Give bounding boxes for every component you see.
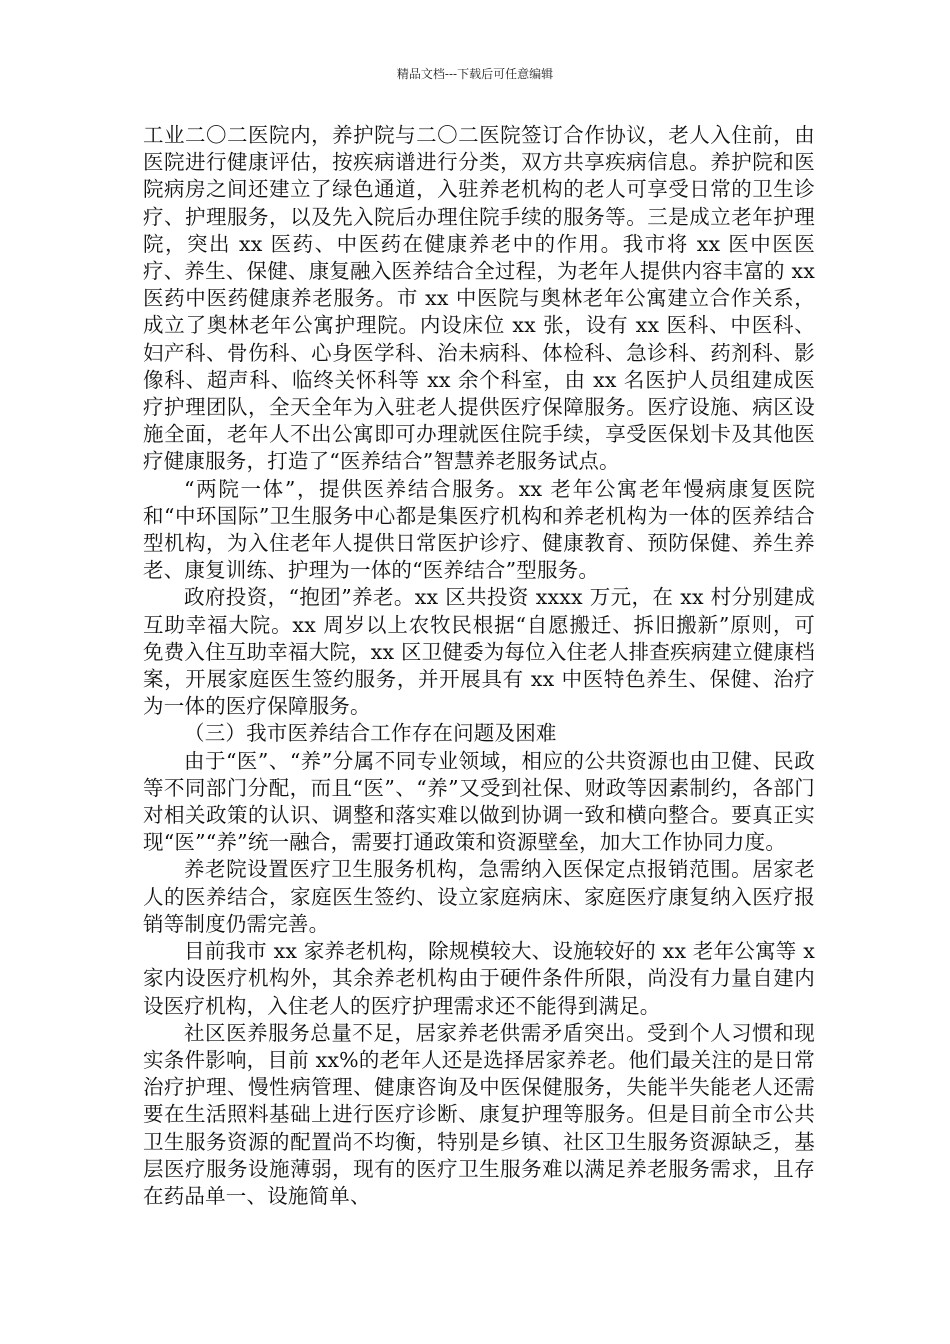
paragraph-5: 由于“医”、“养”分属不同专业领域，相应的公共资源也由卫健、民政等不同部门分配，而且“医”、“养”又受到社保、财政等因素制约，各部门对相关政策的认识、调整和落实难以做到协调一致和横向整合。要真正实现“医”“养”统一融合，需要打通政策和资源壁垒，加大工作协同力度。 — [143, 748, 815, 855]
paragraph-6: 养老院设置医疗卫生服务机构，急需纳入医保定点报销范围。居家老人的医养结合，家庭医生签约、设立家庭病床、家庭医疗康复纳入医疗报销等制度仍需完善。 — [143, 857, 815, 936]
section-heading: （三）我市医养结合工作存在问题及困难 — [184, 721, 557, 746]
paragraph-1: 工业二〇二医院内，养护院与二〇二医院签订合作协议，老人入住前，由医院进行健康评估，按疾病谱进行分类，双方共享疾病信息。养护院和医院病房之间还建立了绿色通道，入驻养老机构的老人可享受日常的卫生诊疗、护理服务，以及先入院后办理住院手续的服务等。三是成立老年护理院，突出 xx 医药、中医药在健康养老中的作用。我市将 xx 医中医医疗、养生、保健、康复融入医养结合全过程，为老年人提供内容丰富的 xx 医药中医药健康养老服务。市 xx 中医院与奥林老年公寓建立合作关系，成立了奥林老年公寓护理院。内设床位 xx 张，设有 xx 医科、中医科、妇产科、骨伤科、心身医学科、治未病科、体检科、急诊科、药剂科、影像科、超声科、临终关怀科等 xx 余个科室，由 xx 名医护人员组建成医疗护理团队，全天全年为入驻老人提供医疗保障服务。医疗设施、病区设施全面，老年人不出公寓即可办理就医住院手续，享受医保划卡及其他医疗健康服务，打造了“医养结合”智慧养老服务试点。 — [143, 123, 815, 474]
page-header: 精品文档---下载后可任意编辑 — [396, 67, 554, 81]
paragraph-2: “两院一体”，提供医养结合服务。xx 老年公寓老年慢病康复医院和“中环国际”卫生服务中心都是集医疗机构和养老机构为一体的医养结合型机构，为入住老年人提供日常医护诊疗、健康教育、预防保健、养生养老、康复训练、护理为一体的“医养结合”型服务。 — [143, 476, 815, 583]
paragraph-8: 社区医养服务总量不足，居家养老供需矛盾突出。受到个人习惯和现实条件影响，目前 xx%的老年人还是选择居家养老。他们最关注的是日常治疗护理、慢性病管理、健康咨询及中医保健服务，失能半失能老人还需要在生活照料基础上进行医疗诊断、康复护理等服务。但是目前全市公共卫生服务资源的配置尚不均衡，特别是乡镇、社区卫生服务资源缺乏，基层医疗服务设施薄弱，现有的医疗卫生服务难以满足养老服务需求，且存在药品单一、设施简单、 — [143, 1020, 815, 1208]
paragraph-7: 目前我市 xx 家养老机构，除规模较大、设施较好的 xx 老年公寓等 x 家内设医疗机构外，其余养老机构由于硬件条件所限，尚没有力量自建内设医疗机构，入住老人的医疗护理需求还不能得到满足。 — [143, 939, 815, 1018]
paragraph-3: 政府投资，“抱团”养老。xx 区共投资 xxxx 万元，在 xx 村分别建成互助幸福大院。xx 周岁以上农牧民根据“自愿搬迁、拆旧搬新”原则，可免费入住互助幸福大院，xx 区卫健委为每位入住老人排查疾病建立健康档案，开展家庭医生签约服务，并开展具有 xx 中医特色养生、保健、治疗为一体的医疗保障服务。 — [143, 585, 815, 719]
document-body — [143, 122, 815, 1210]
